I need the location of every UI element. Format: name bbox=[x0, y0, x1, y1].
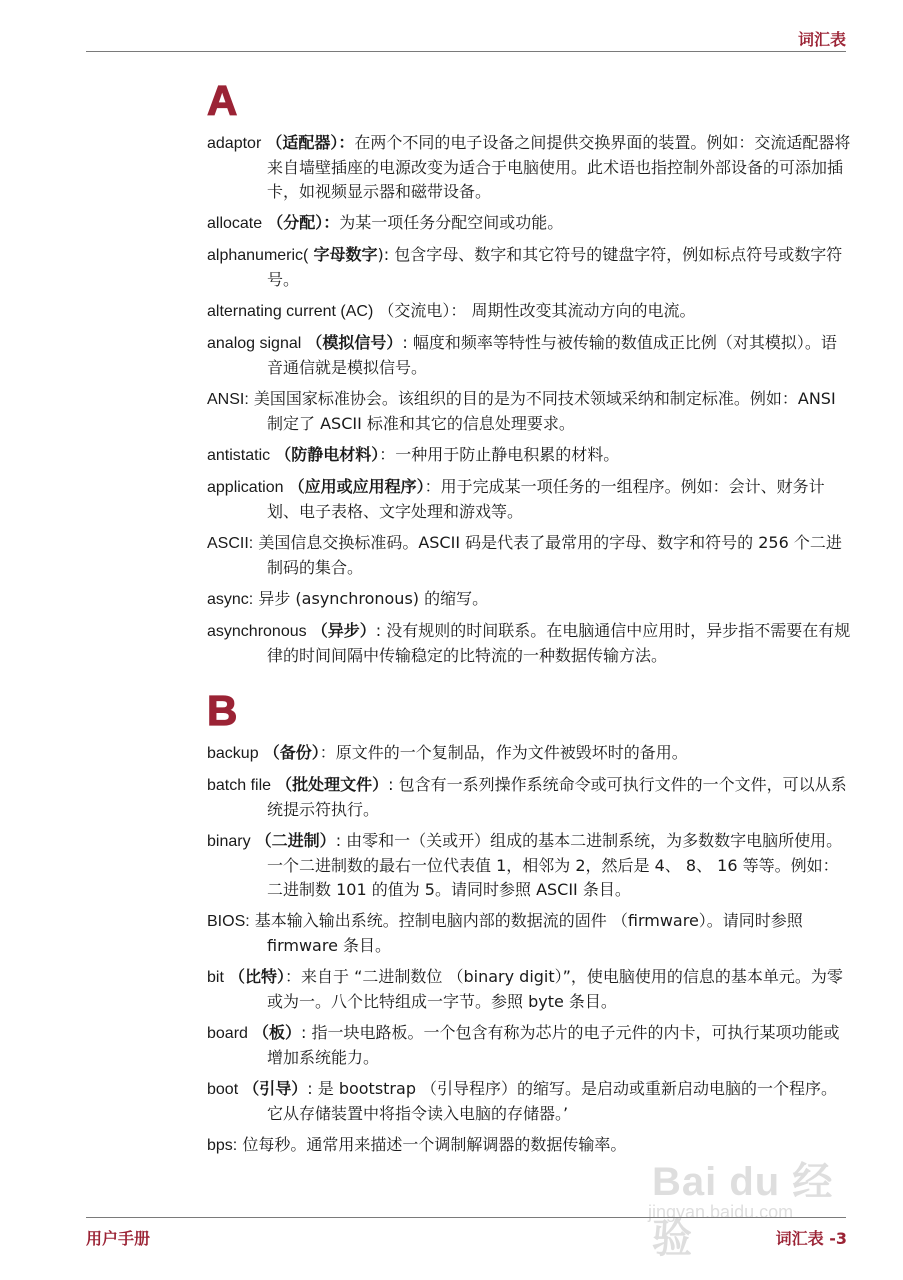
entry-definition: : 幅度和频率等特性与被传输的数值成正比例（对其模拟）。语音通信就是模拟信号。 bbox=[267, 333, 837, 377]
entry-definition: : 包含有一系列操作系统命令或可执行文件的一个文件，可以从系统提示符执行。 bbox=[267, 775, 847, 819]
footer-manual-label: 用户手册 bbox=[86, 1229, 151, 1248]
glossary-entry bbox=[207, 531, 852, 580]
baidu-watermark bbox=[640, 1140, 855, 1261]
entry-definition: ：用于完成某一项任务的一组程序。例如：会计、财务计划、电子表格、文字处理和游戏等。 bbox=[267, 477, 825, 521]
footer-rule bbox=[86, 1217, 846, 1218]
footer-page-label: 词汇表 -3 bbox=[775, 1229, 847, 1248]
entry-term: adaptor bbox=[207, 135, 262, 152]
entry-term: alternating current (AC) bbox=[207, 303, 374, 320]
entry-definition: 基本输入输出系统。控制电脑内部的数据流的固件 （firmware）。请同时参照 firmware 条目。 bbox=[254, 911, 803, 955]
glossary-entry bbox=[207, 619, 852, 668]
glossary-entry bbox=[207, 131, 852, 204]
entry-term: allocate bbox=[207, 215, 263, 232]
glossary-entry bbox=[207, 773, 852, 822]
glossary-entry bbox=[207, 299, 852, 324]
entry-definition: : 指一块电路板。一个包含有称为芯片的电子元件的内卡，可执行某项功能或增加系统能力。 bbox=[267, 1023, 840, 1067]
entry-term: ANSI: bbox=[207, 391, 249, 408]
glossary-entry bbox=[207, 211, 852, 236]
entry-term: asynchronous bbox=[207, 623, 307, 640]
entry-chinese-term: （适配器）： bbox=[266, 133, 355, 152]
entry-chinese-term: （分配）： bbox=[267, 213, 340, 232]
entry-term: ASCII: bbox=[207, 535, 254, 552]
entry-chinese-term: （二进制） bbox=[255, 831, 336, 850]
entry-definition: ): 包含字母、数字和其它符号的键盘字符，例如标点符号或数字符号。 bbox=[267, 245, 843, 289]
section-a-entries bbox=[207, 131, 852, 675]
entry-definition: : 是 bootstrap （引导程序）的缩写。是启动或重新启动电脑的一个程序。它从存储装置中将指令读入电脑的存储器。’ bbox=[267, 1079, 838, 1123]
entry-term: board bbox=[207, 1025, 248, 1042]
entry-definition: （交流电）： 周期性改变其流动方向的电流。 bbox=[378, 301, 696, 320]
header-rule bbox=[86, 51, 846, 52]
watermark-url: jingyan.baidu.com bbox=[648, 1202, 794, 1222]
entry-definition: : 没有规则的时间联系。在电脑通信中应用时，异步指不需要在有规律的时间间隔中传输稳定的比特流的一种数据传输方法。 bbox=[267, 621, 851, 665]
entry-definition: 异步 (asynchronous) 的缩写。 bbox=[258, 589, 489, 608]
entry-chinese-term: （比特） bbox=[229, 967, 286, 986]
glossary-entry bbox=[207, 741, 852, 766]
entry-definition: 为某一项任务分配空间或功能。 bbox=[339, 213, 564, 232]
entry-term: binary bbox=[207, 833, 251, 850]
glossary-entry bbox=[207, 829, 852, 902]
entry-chinese-term: （备份） bbox=[263, 743, 320, 762]
glossary-entry bbox=[207, 965, 852, 1014]
glossary-entry bbox=[207, 1021, 852, 1070]
entry-chinese-term: （应用或应用程序） bbox=[288, 477, 425, 496]
entry-term: alphanumeric( bbox=[207, 247, 309, 264]
glossary-entry bbox=[207, 387, 852, 436]
glossary-entry bbox=[207, 1077, 852, 1126]
section-letter-a: A bbox=[207, 77, 238, 124]
glossary-entry bbox=[207, 443, 852, 468]
glossary-entry bbox=[207, 587, 852, 612]
entry-term: BIOS: bbox=[207, 913, 250, 930]
entry-term: antistatic bbox=[207, 447, 271, 464]
section-letter-b: B bbox=[207, 687, 238, 734]
entry-definition: ：一种用于防止静电积累的材料。 bbox=[379, 445, 620, 464]
watermark-brand: Bai du 经验 bbox=[652, 1160, 834, 1261]
entry-term: boot bbox=[207, 1081, 239, 1098]
entry-term: application bbox=[207, 479, 284, 496]
glossary-entry bbox=[207, 909, 852, 958]
entry-term: bit bbox=[207, 969, 224, 986]
entry-chinese-term: （引导） bbox=[243, 1079, 308, 1098]
glossary-entry bbox=[207, 243, 852, 292]
header-title: 词汇表 bbox=[797, 30, 846, 49]
entry-definition: ：来自于 “二进制数位 （binary digit）”，使电脑使用的信息的基本单元。为零或为一。八个比特组成一字节。参照 byte 条目。 bbox=[267, 967, 843, 1011]
entry-definition: 在两个不同的电子设备之间提供交换界面的装置。例如：交流适配器将来自墙壁插座的电源改变为适合于电脑使用。此术语也指控制外部设备的可添加插卡，如视频显示器和磁带设备。 bbox=[267, 133, 851, 201]
entry-definition: 位每秒。通常用来描述一个调制解调器的数据传输率。 bbox=[242, 1135, 627, 1154]
entry-chinese-term: （板） bbox=[253, 1023, 302, 1042]
entry-chinese-term: （批处理文件） bbox=[276, 775, 389, 794]
entry-term: backup bbox=[207, 745, 259, 762]
entry-chinese-term: （异步） bbox=[311, 621, 376, 640]
entry-definition: 美国国家标准协会。该组织的目的是为不同技术领域采纳和制定标准。例如：ANSI 制定了 ASCII 标准和其它的信息处理要求。 bbox=[253, 389, 836, 433]
entry-definition: : 由零和一（关或开）组成的基本二进制系统，为多数数字电脑所使用。一个二进制数的最右一位代表值 1，相邻为 2，然后是 4、 8、 16 等等。例如：二进制数 101 的值为 5。请同时参照 ASCII 条目。 bbox=[267, 831, 843, 899]
entry-term: bps: bbox=[207, 1137, 238, 1154]
entry-definition: ：原文件的一个复制品，作为文件被毁坏时的备用。 bbox=[319, 743, 688, 762]
glossary-entry bbox=[207, 475, 852, 524]
section-b-entries bbox=[207, 741, 852, 1165]
glossary-entry bbox=[207, 331, 852, 380]
entry-chinese-term: （模拟信号） bbox=[306, 333, 403, 352]
entry-term: async: bbox=[207, 591, 254, 608]
entry-term: batch file bbox=[207, 777, 272, 794]
entry-chinese-term: （防静电材料） bbox=[275, 445, 380, 464]
entry-definition: 美国信息交换标准码。ASCII 码是代表了最常用的字母、数字和符号的 256 个二进制码的集合。 bbox=[258, 533, 842, 577]
entry-chinese-term: 字母数字 bbox=[313, 245, 378, 264]
entry-term: analog signal bbox=[207, 335, 302, 352]
